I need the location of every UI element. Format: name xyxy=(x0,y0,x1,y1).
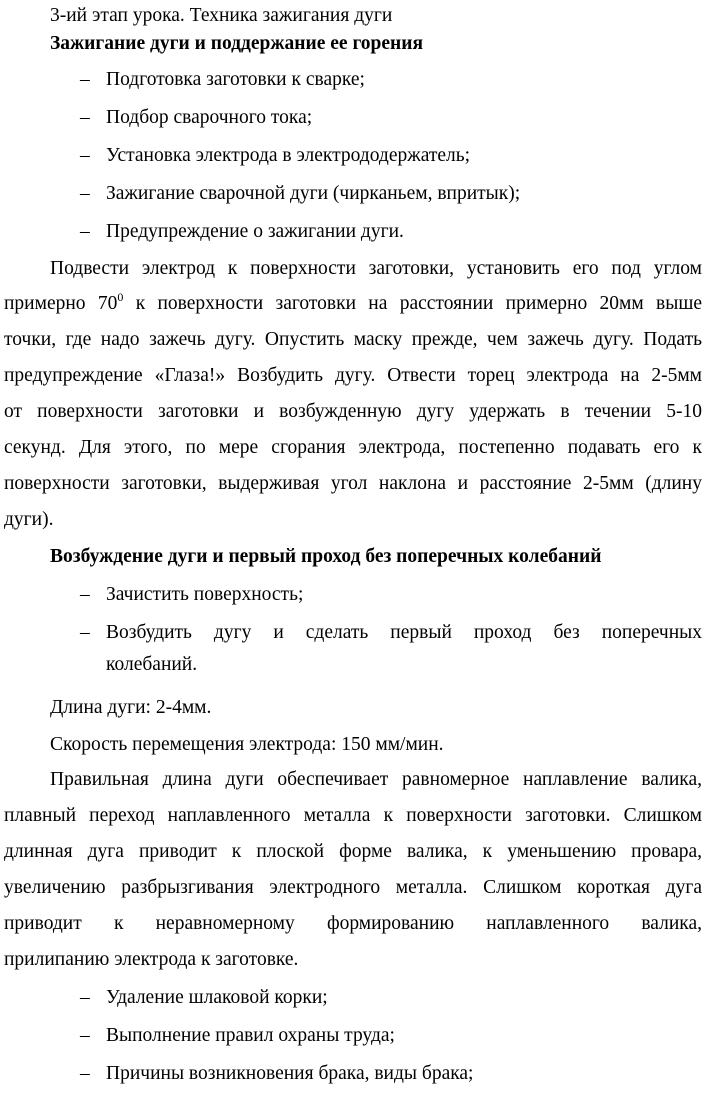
paragraph-line: предупреждение «Глаза!» Возбудить дугу. Отвести торец электрода на 2-5мм xyxy=(4,365,702,386)
list-item xyxy=(80,220,404,244)
paragraph-line: дуги). xyxy=(4,509,54,530)
dash-bullet: – xyxy=(80,1063,90,1084)
list-item xyxy=(80,182,520,206)
list-item xyxy=(80,68,365,92)
list-item xyxy=(80,583,303,607)
paragraph-line: примерно $70^0$ к поверхности заготовки на расстоянии примерно 20мм выше xyxy=(4,290,702,314)
dash-bullet: – xyxy=(80,987,90,1008)
dash-bullet: – xyxy=(80,107,90,128)
paragraph-line: Подвести электрод к поверхности заготовки, установить его под углом xyxy=(50,258,702,279)
list-item xyxy=(80,144,470,168)
list-item-text: Выполнение правил охраны труда; xyxy=(106,1025,395,1046)
dash-bullet: – xyxy=(80,145,90,166)
dash-bullet: – xyxy=(80,622,90,643)
list-item-text: Возбудить дугу и сделать первый проход без поперечных xyxy=(106,622,702,643)
list-item-continuation: колебаний. xyxy=(106,654,198,675)
paragraph-line: точки, где надо зажечь дугу. Опустить маску прежде, чем зажечь дугу. Подать xyxy=(4,329,702,350)
electrode-speed: Скорость перемещения электрода: 150 мм/мин. xyxy=(50,734,444,755)
list-item-text: Зачистить поверхность; xyxy=(106,584,304,605)
paragraph-line: секунд. Для этого, по мере сгорания электрода, постепенно подавать его к xyxy=(4,437,702,458)
angle-prefix: примерно 70 xyxy=(4,293,118,314)
list-item xyxy=(80,986,328,1010)
dash-bullet: – xyxy=(80,69,90,90)
paragraph-line: от поверхности заготовки и возбужденную дугу удержать в течении 5-10 xyxy=(4,401,702,422)
paragraph-line: увеличению разбрызгивания электродного металла. Слишком короткая дуга xyxy=(4,877,702,898)
paragraph-line: Правильная длина дуги обеспечивает равномерное наплавление валика, xyxy=(50,769,702,790)
paragraph-line: прилипанию электрода к заготовке. xyxy=(4,949,299,970)
section1-heading: Зажигание дуги и поддержание ее горения xyxy=(50,33,424,54)
list-item-text: Причины возникновения брака, виды брака; xyxy=(106,1063,474,1084)
list-item xyxy=(80,106,312,130)
list-item xyxy=(80,621,702,645)
dash-bullet: – xyxy=(80,221,90,242)
list-item xyxy=(80,1024,395,1048)
arc-length: Длина дуги: 2-4мм. xyxy=(50,697,212,718)
dash-bullet: – xyxy=(80,1025,90,1046)
dash-bullet: – xyxy=(80,584,90,605)
list-item-text: Установка электрода в электрододержатель; xyxy=(106,145,471,166)
list-item-text: Зажигание сварочной дуги (чирканьем, впритык); xyxy=(106,183,521,204)
list-item-text: Удаление шлаковой корки; xyxy=(106,987,328,1008)
list-item-text: Предупреждение о зажигании дуги. xyxy=(106,221,404,242)
list-item-text: Подбор сварочного тока; xyxy=(106,107,313,128)
dash-bullet: – xyxy=(80,183,90,204)
paragraph-line: длинная дуга приводит к плоской форме валика, к уменьшению провара, xyxy=(4,841,702,862)
paragraph-line: плавный переход наплавленного металла к поверхности заготовки. Слишком xyxy=(4,805,702,826)
list-item-text: Подготовка заготовки к сварке; xyxy=(106,69,365,90)
paragraph-line: приводит к неравномерному формированию наплавленного валика, xyxy=(4,913,702,934)
paragraph-line: поверхности заготовки, выдерживая угол наклона и расстояние 2-5мм (длину xyxy=(4,473,702,494)
stage-title: 3-ий этап урока. Техника зажигания дуги xyxy=(50,5,393,26)
section2-heading: Возбуждение дуги и первый проход без поперечных колебаний xyxy=(50,546,602,567)
degree-superscript: 0 xyxy=(117,290,124,304)
list-item xyxy=(80,1062,473,1086)
